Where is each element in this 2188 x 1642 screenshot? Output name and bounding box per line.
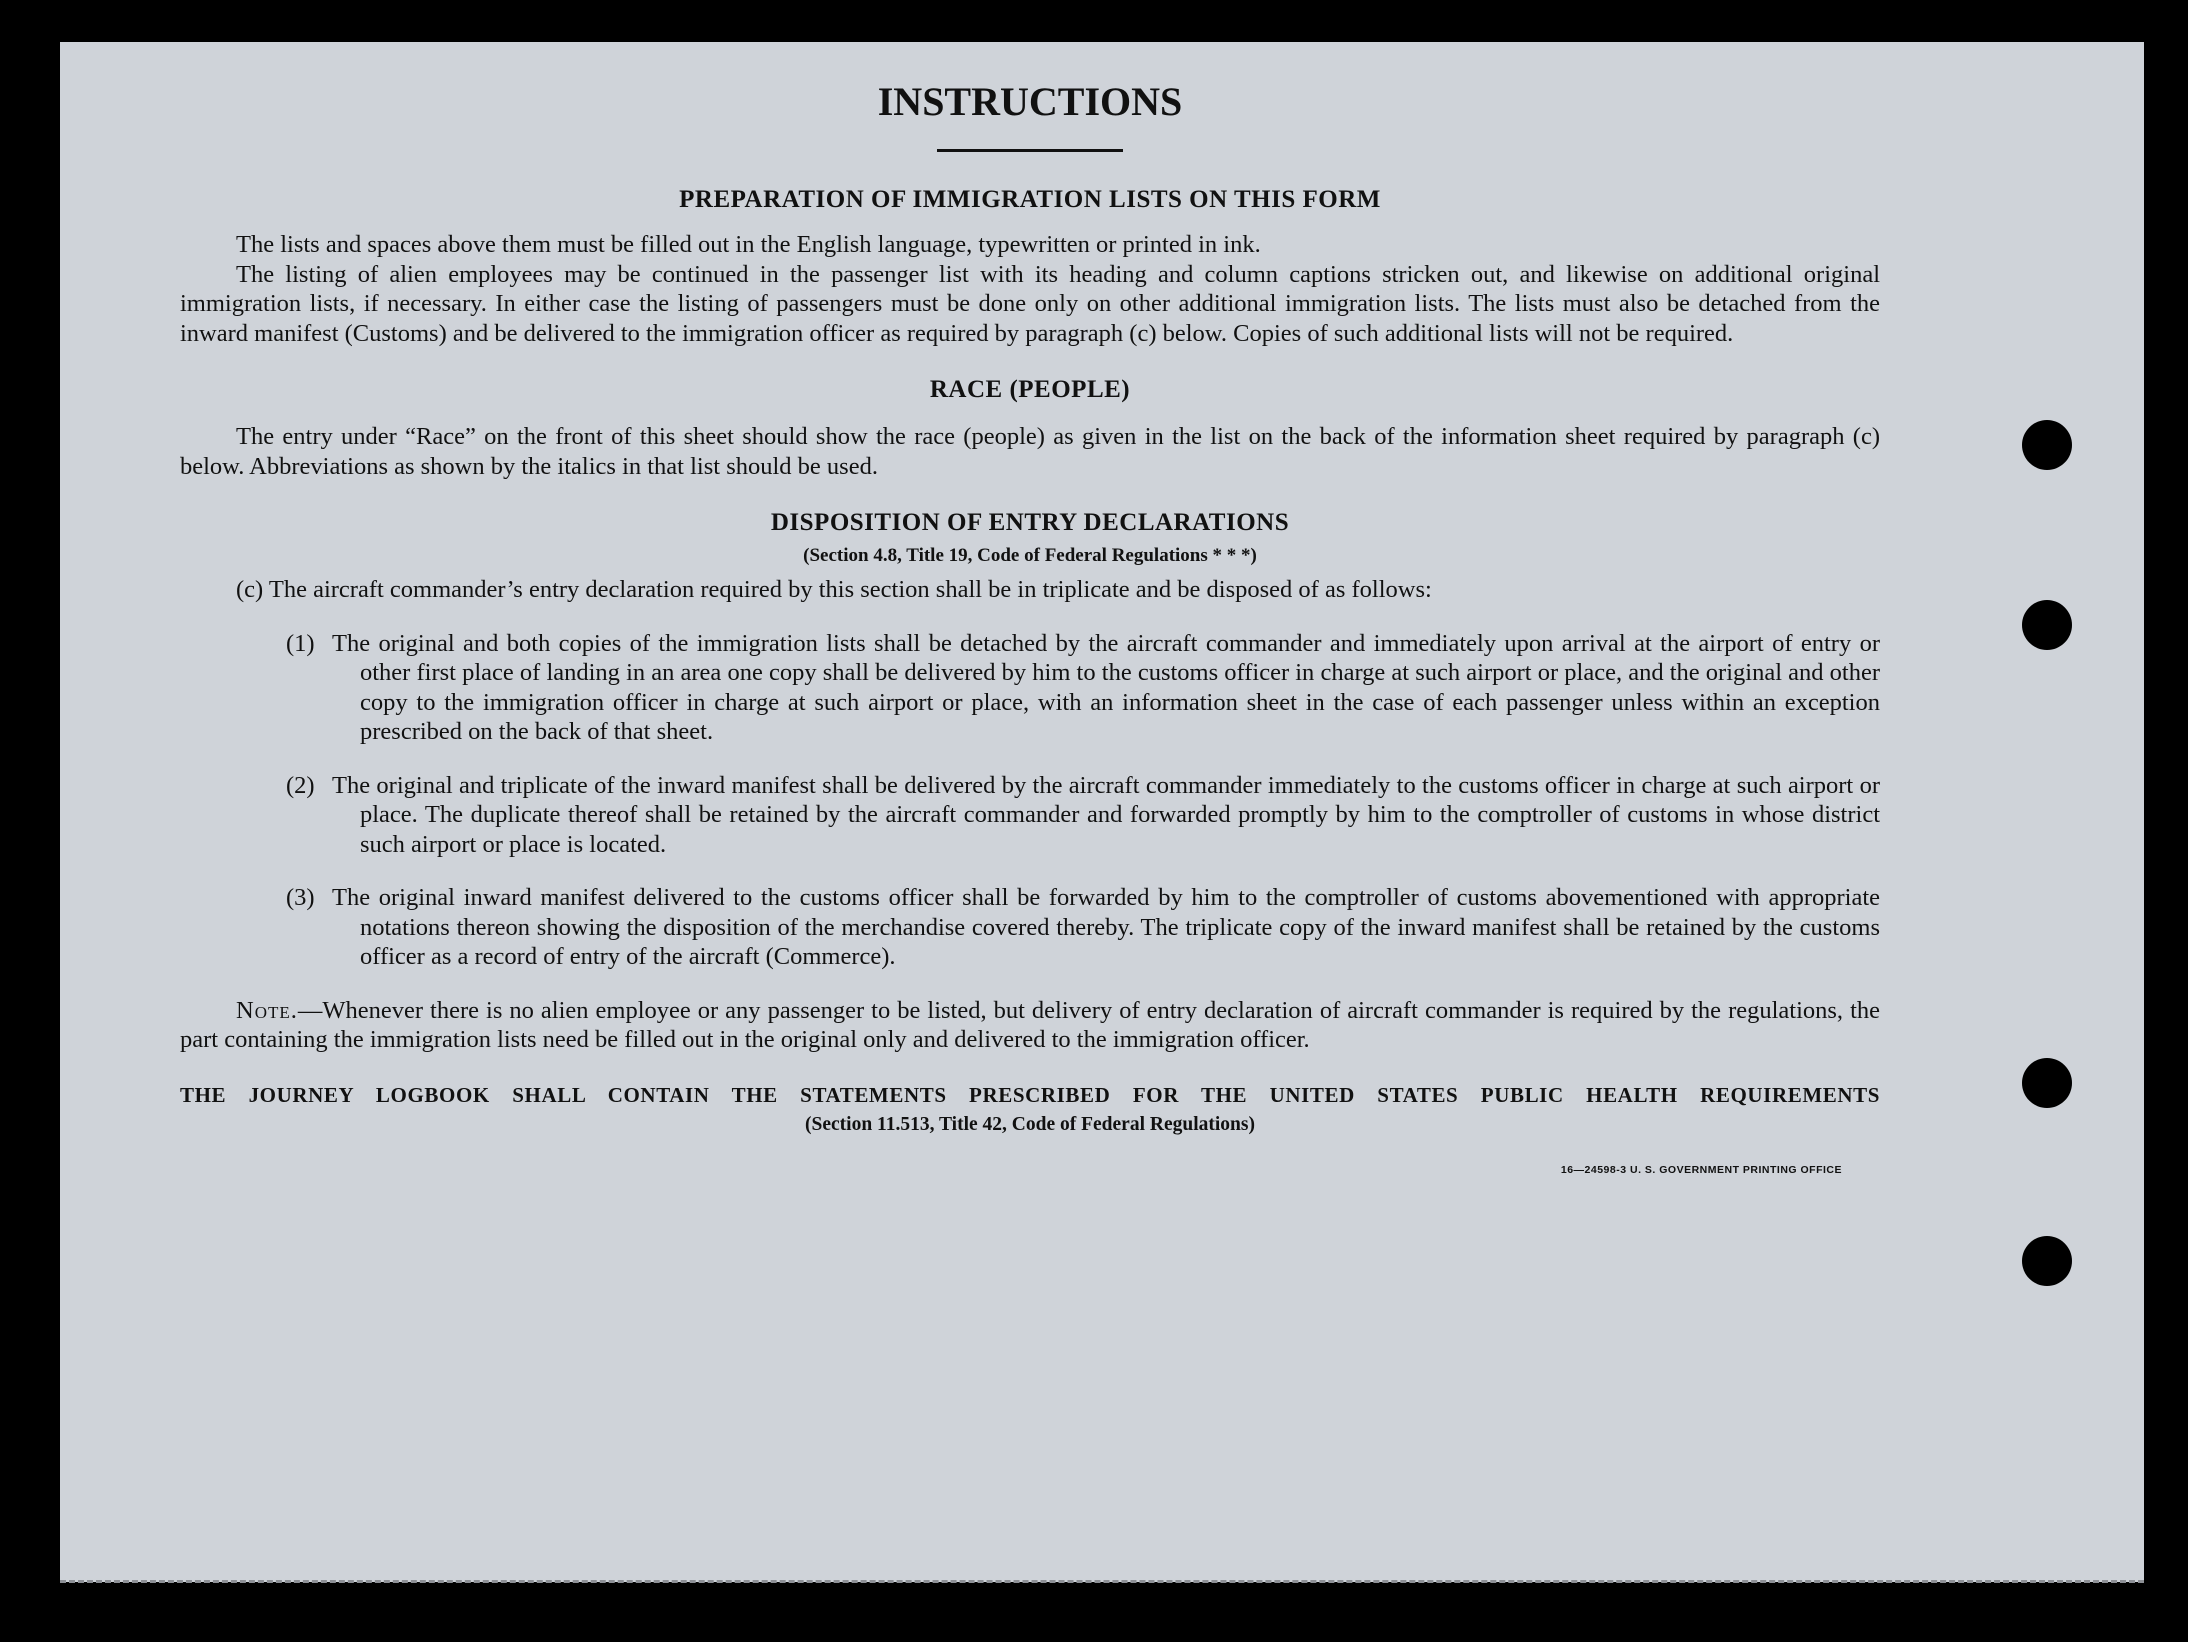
instructions-content bbox=[180, 78, 1880, 1176]
preparation-para-2: The listing of alien employees may be continued in the passenger list with its heading and column captions stricken out, and likewise on additional original immigration lists, if necessary. In either case the listing of passengers must be done only on other additional immigration lists. The lists must also be detached from the inward manifest (Customs) and be delivered to the immigration officer as required by paragraph (c) below. Copies of such additional lists will not be required. bbox=[180, 260, 1880, 347]
punch-hole bbox=[2022, 600, 2072, 650]
disposition-item-3 bbox=[180, 883, 1880, 972]
item-text: The original and both copies of the immigration lists shall be detached by the aircraft commander and immediately upon arrival at the airport of entry or other first place of landing in an area one copy shall be delivered by him to the customs officer in charge at such airport or place, and the original and other copy to the immigration officer in charge at such airport or place, with an information sheet in the case of each passenger unless within an exception prescribed on the back of that sheet. bbox=[332, 629, 1880, 745]
item-text: The original inward manifest delivered to the customs officer shall be forwarded by him to the comptroller of customs abovementioned with appropriate notations thereon showing the disposition of the merchandise covered thereby. The triplicate copy of the inward manifest shall be retained by the customs officer as a record of entry of the aircraft (Commerce). bbox=[332, 884, 1880, 970]
item-number: (1) bbox=[286, 629, 315, 657]
page-title: INSTRUCTIONS bbox=[877, 79, 1183, 124]
journey-logbook-statement: THE JOURNEY LOGBOOK SHALL CONTAIN THE STATEMENTS PRESCRIBED FOR THE UNITED STATES PUBLIC HEALTH REQUIREMENTS bbox=[180, 1082, 1880, 1107]
note-label: Note. bbox=[236, 996, 298, 1024]
item-text: The original and triplicate of the inward manifest shall be delivered by the aircraft commander immediately to the customs officer in charge at such airport or place. The duplicate thereof shall be retained by the aircraft commander and forwarded promptly by him to the comptroller of customs in whose district such airport or place is located. bbox=[332, 771, 1880, 858]
punch-hole bbox=[2022, 1058, 2072, 1108]
disposition-intro: (c) The aircraft commander’s entry declaration required by this section shall be in triplicate and be disposed of as follows: bbox=[236, 576, 1432, 603]
journey-citation: (Section 11.513, Title 42, Code of Federal Regulations) bbox=[805, 1113, 1255, 1135]
note-text: —Whenever there is no alien employee or any passenger to be listed, but delivery of entry declaration of aircraft commander is required by the regulations, the part containing the immigration lists need be filled out in the original only and delivered to the immigration officer. bbox=[180, 996, 1880, 1053]
disposition-item-2 bbox=[180, 771, 1880, 860]
disposition-item-1 bbox=[180, 629, 1880, 747]
race-heading: RACE (PEOPLE) bbox=[929, 376, 1131, 403]
perforation-edge bbox=[60, 1580, 2144, 1583]
preparation-heading: PREPARATION OF IMMIGRATION LISTS ON THIS FORM bbox=[679, 186, 1381, 213]
item-number: (2) bbox=[286, 771, 315, 799]
race-para: The entry under “Race” on the front of this sheet should show the race (people) as given in the list on the back of the information sheet required by paragraph (c) below. Abbreviations as shown by the italics in that list should be used. bbox=[180, 423, 1880, 480]
printer-mark: 16—24598-3 U. S. GOVERNMENT PRINTING OFFICE bbox=[1560, 1163, 1842, 1176]
note-paragraph bbox=[180, 996, 1880, 1055]
disposition-heading: DISPOSITION OF ENTRY DECLARATIONS bbox=[770, 509, 1290, 536]
preparation-para-1: The lists and spaces above them must be filled out in the English language, typewritten or printed in ink. bbox=[236, 231, 1261, 258]
punch-hole bbox=[2022, 1236, 2072, 1286]
title-rule bbox=[937, 149, 1123, 152]
punch-hole bbox=[2022, 420, 2072, 470]
item-number: (3) bbox=[286, 884, 315, 911]
disposition-citation: (Section 4.8, Title 19, Code of Federal Regulations * * *) bbox=[803, 545, 1257, 566]
